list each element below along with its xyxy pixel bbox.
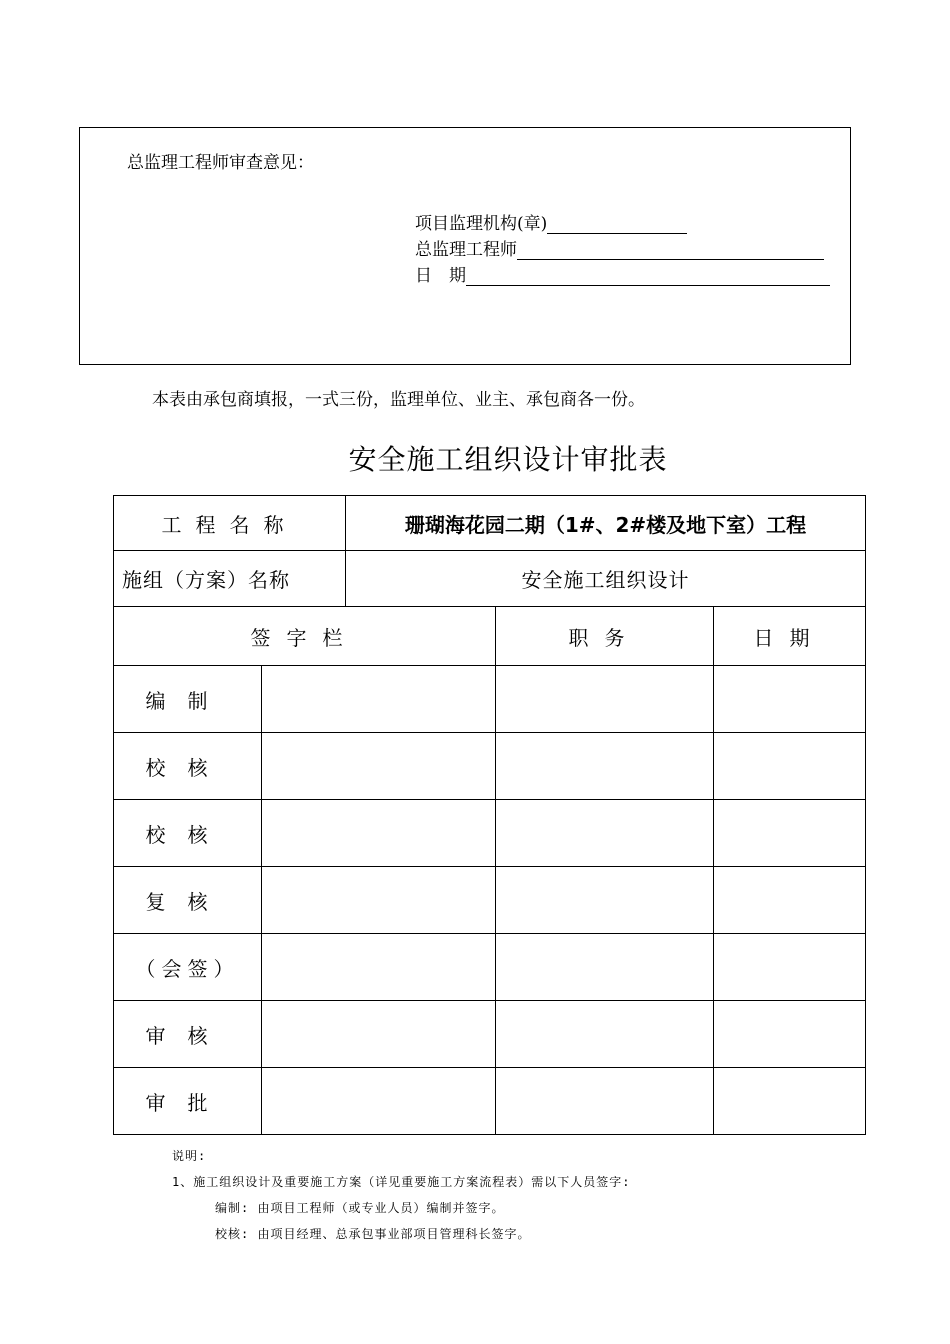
supervision-org-blank[interactable] [547,215,687,234]
chief-engineer-line [415,235,824,260]
position-column-header: 职务 [496,607,714,666]
role-label: 校核 [114,800,262,867]
project-name-row [114,496,866,551]
approval-table [113,495,866,1135]
role-label: 复核 [114,867,262,934]
chief-engineer-blank[interactable] [517,241,824,260]
chief-engineer-review-box [79,127,851,365]
signature-row [114,800,866,867]
date-cell[interactable] [714,934,866,1001]
date-cell[interactable] [714,800,866,867]
signature-column-header: 签字栏 [114,607,496,666]
form-title: 安全施工组织设计审批表 [348,443,668,476]
supervision-org-line [415,209,687,234]
chief-engineer-label: 总监理工程师 [415,240,517,260]
role-label: 审核 [114,1001,262,1068]
role-label: （会签） [114,934,262,1001]
signature-row [114,934,866,1001]
date-column-header: 日期 [714,607,866,666]
column-header-row [114,607,866,666]
position-cell[interactable] [496,934,714,1001]
position-cell[interactable] [496,800,714,867]
position-cell[interactable] [496,733,714,800]
signature-cell[interactable] [262,1001,496,1068]
signature-cell[interactable] [262,733,496,800]
instructions-heading: 说明: [172,1149,207,1163]
instructions-subitem: 编制: 由项目工程师（或专业人员）编制并签字。 [215,1201,505,1215]
project-name-label: 工程名称 [114,496,346,551]
date-cell[interactable] [714,733,866,800]
position-cell[interactable] [496,666,714,733]
signature-cell[interactable] [262,934,496,1001]
signature-row [114,733,866,800]
signature-row [114,1001,866,1068]
position-cell[interactable] [496,1068,714,1135]
review-heading: 总监理工程师审查意见： [127,153,314,173]
role-label: 审批 [114,1068,262,1135]
role-label: 校核 [114,733,262,800]
scheme-name-value: 安全施工组织设计 [346,551,866,607]
date-cell[interactable] [714,1001,866,1068]
signature-row [114,867,866,934]
signature-cell[interactable] [262,666,496,733]
review-date-line [415,261,830,286]
signature-cell[interactable] [262,800,496,867]
position-cell[interactable] [496,1001,714,1068]
role-label: 编制 [114,666,262,733]
date-cell[interactable] [714,867,866,934]
signature-cell[interactable] [262,1068,496,1135]
project-name-value: 珊瑚海花园二期（1#、2#楼及地下室）工程 [346,496,866,551]
scheme-name-row [114,551,866,607]
instructions-item: 1、施工组织设计及重要施工方案（详见重要施工方案流程表）需以下人员签字: [172,1175,631,1189]
instructions-subitem: 校核: 由项目经理、总承包事业部项目管理科长签字。 [215,1227,531,1241]
supervision-org-label: 项目监理机构(章) [415,214,548,234]
filing-note: 本表由承包商填报，一式三份，监理单位、业主、承包商各一份。 [152,390,645,410]
date-cell[interactable] [714,666,866,733]
instructions [172,1143,630,1247]
review-date-label: 日 期 [415,266,466,286]
signature-cell[interactable] [262,867,496,934]
date-cell[interactable] [714,1068,866,1135]
signature-row [114,1068,866,1135]
review-date-blank[interactable] [466,267,830,286]
scheme-name-label: 施组（方案）名称 [114,551,346,607]
signature-row [114,666,866,733]
position-cell[interactable] [496,867,714,934]
